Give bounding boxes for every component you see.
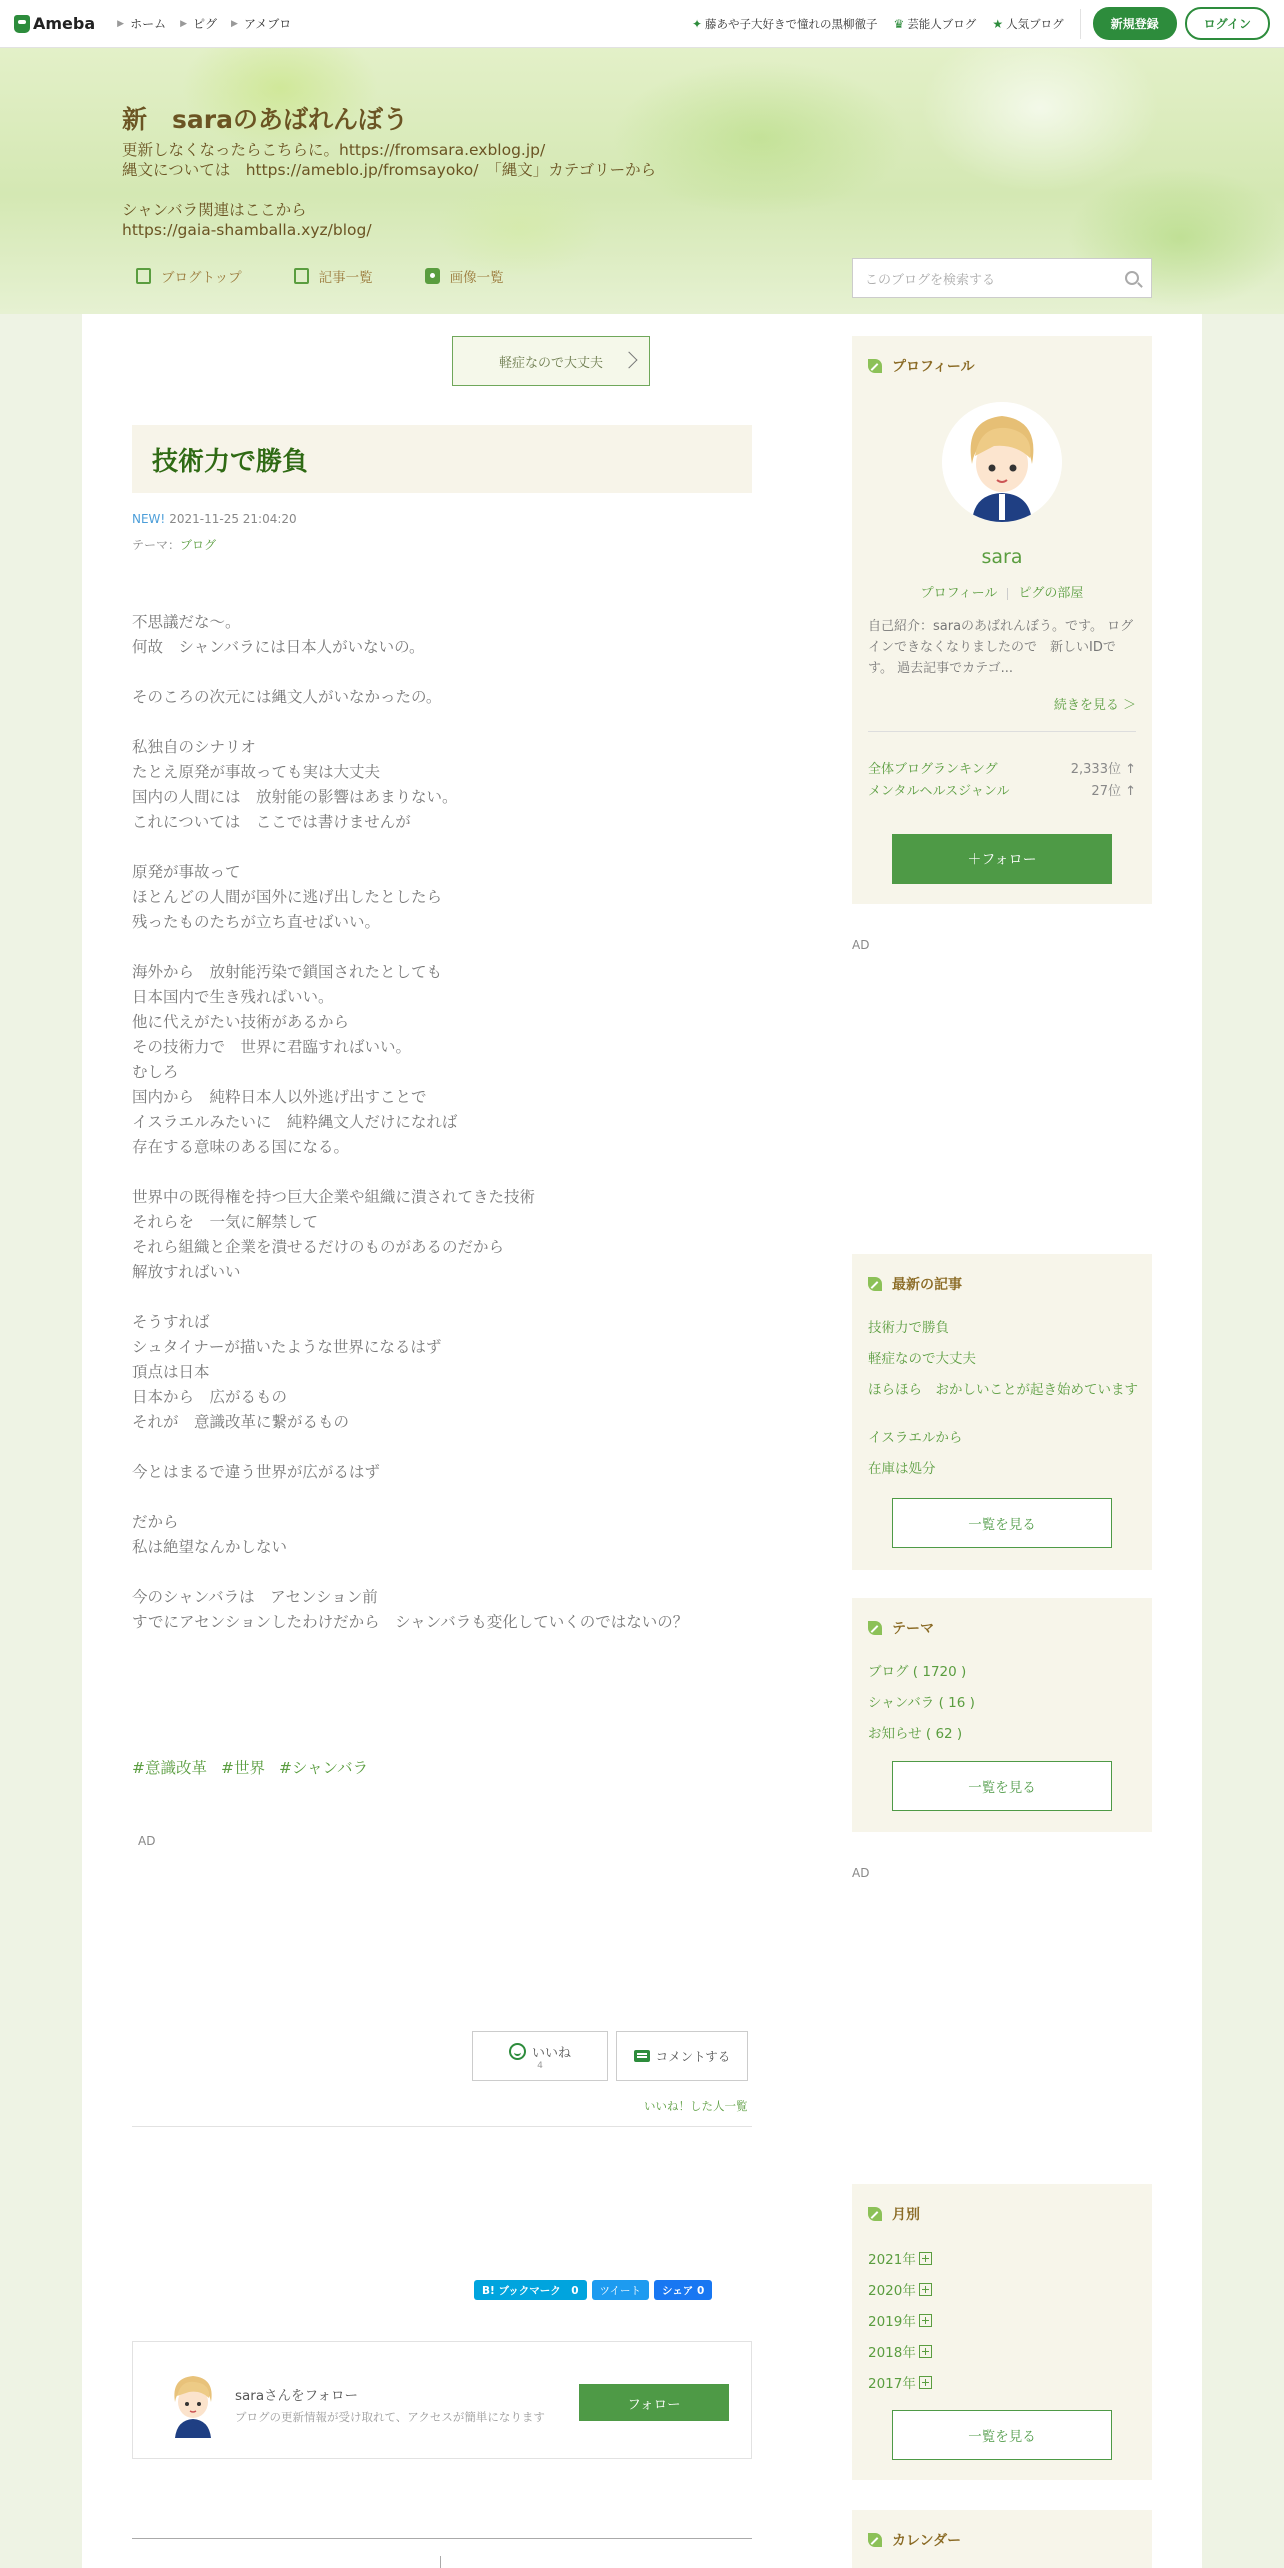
profile-link[interactable]: プロフィール xyxy=(920,586,998,601)
expand-icon[interactable] xyxy=(919,2252,932,2265)
popular-blog-link[interactable]: ★ 人気ブログ xyxy=(992,16,1064,31)
ranking-row[interactable]: 全体ブログランキング 2,333位 ↑ xyxy=(868,762,1136,777)
pigg-room-link[interactable]: ピグの部屋 xyxy=(1018,586,1084,601)
article-title[interactable]: 技術力で勝負 xyxy=(152,446,309,477)
tweet-button[interactable]: ツイート xyxy=(592,2280,649,2300)
header-divider xyxy=(1080,9,1081,39)
follow-card xyxy=(132,2341,752,2459)
profile-intro: 自己紹介：saraのあばれんぼう。です。 ログインできなくなりましたので 新しいIDです。 過去記事でカテゴ... xyxy=(868,619,1134,676)
monthly-archive-widget xyxy=(852,2184,1152,2480)
follow-card-title: saraさんをフォロー xyxy=(235,2388,358,2404)
star-icon: ★ xyxy=(992,16,1004,31)
search-icon[interactable] xyxy=(1125,271,1139,285)
signup-button[interactable]: 新規登録 xyxy=(1093,7,1177,40)
monthly-archive-title: 月別 xyxy=(868,2204,920,2224)
comment-icon xyxy=(634,2050,650,2062)
list-item[interactable]: ブログ ( 1720 ) xyxy=(868,1664,967,1680)
blog-header xyxy=(0,48,1284,314)
hashtag-link[interactable]: #シャンバラ xyxy=(279,1759,369,1777)
calendar-widget xyxy=(852,2510,1152,2568)
sparkle-icon: ✦ xyxy=(691,16,703,31)
view-all-entries-button[interactable]: 一覧を見る xyxy=(892,1498,1112,1548)
expand-icon[interactable] xyxy=(919,2314,932,2327)
list-item[interactable]: 2021年 xyxy=(868,2250,1138,2270)
copy-icon xyxy=(294,268,309,284)
list-item[interactable]: 在庫は処分 xyxy=(868,1461,936,1477)
profile-widget xyxy=(852,336,1152,904)
global-nav-ameblo[interactable]: ▶ アメブロ xyxy=(231,17,292,31)
profile-widget-title: プロフィール xyxy=(868,356,975,376)
article-body: 不思議だな～。 何故 シャンバラには日本人がいないの。 そのころの次元には縄文人がいなかったの。 私独自のシナリオ たとえ原発が事故っても実は大丈夫 国内の人間には 放射能の影響はあまりない。 これについては ここでは書けませんが 原発が事故って ほとんどの人間が国外に逃げ出したとしたら 残ったものたちが立ち直せばいい。 海外から 放射能汚染で鎖国されたとしても 日本国内で生き残ればいい。 他に代えがたい技術があるから その技術力で 世界に君臨すればいい。 むしろ 国内から 純粋日本人以外逃げ出すことで イスラエルみたいに 純粋縄文人だけになれば 存在する意味のある国になる。 世界中の既得権を持つ巨大企業や組織に潰されてきた技術 それらを 一気に解禁して それら組織と企業を潰せるだけのものがあるのだから 解放すればいい そうすれば シュタイナーが描いたような世界になるはず 頂点は日本 日本から 広がるもの それが 意識改革に繋がるもの 今とはまるで違う世界が広がるはず だから 私は絶望なんかしない 今のシャンバラは アセンション前 すでにアセンションしたわけだから シャンバラも変化していくのではないの？ xyxy=(132,613,689,1631)
blog-description: 更新しなくなったらこちらに。https://fromsara.exblog.jp/ 縄文については https://ameblo.jp/fromsayoko/ 「縄文」カテゴリーから シャンバラ関連はここから https://gaia-shamballa.xyz/blog/ xyxy=(122,141,657,239)
ranking-row[interactable]: メンタルヘルスジャンル 27位 ↑ xyxy=(868,784,1136,799)
login-button[interactable]: ログイン xyxy=(1185,7,1270,40)
article-title-box xyxy=(132,425,752,493)
ad-label: AD xyxy=(852,938,870,952)
hashtag-link[interactable]: #世界 xyxy=(221,1759,265,1777)
list-item[interactable]: イスラエルから xyxy=(868,1430,963,1446)
camera-icon xyxy=(425,268,440,284)
blog-search-input[interactable]: このブログを検索する xyxy=(852,258,1152,298)
blog-nav-entries[interactable]: 記事一覧 xyxy=(294,266,373,286)
recent-entries-widget xyxy=(852,1254,1152,1570)
profile-name[interactable]: sara xyxy=(981,546,1023,568)
view-all-months-button[interactable]: 一覧を見る xyxy=(892,2410,1112,2460)
read-more-link[interactable]: 続きを見る ＞ xyxy=(1053,698,1136,713)
facebook-share-button[interactable]: シェア 0 xyxy=(654,2280,712,2300)
hashtag-list xyxy=(132,1756,382,1778)
follow-card-description: ブログの更新情報が受け取れて、アクセスが簡単になります xyxy=(235,2410,545,2424)
chevron-right-icon: ▶ xyxy=(117,18,125,29)
hashtag-link[interactable]: #意識改革 xyxy=(132,1759,207,1777)
list-item[interactable]: 技術力で勝負 xyxy=(868,1320,949,1336)
likers-list-link[interactable]: いいね！した人一覧 xyxy=(644,2099,748,2113)
divider xyxy=(440,2556,441,2568)
leaf-icon xyxy=(868,359,882,373)
divider xyxy=(132,2538,752,2539)
recent-entries-title: 最新の記事 xyxy=(868,1274,962,1294)
chevron-right-icon xyxy=(621,352,638,369)
article-theme: テーマ：ブログ xyxy=(132,538,217,552)
themes-title: テーマ xyxy=(868,1618,934,1638)
list-item[interactable]: ほらほら おかしいことが起き始めています xyxy=(868,1382,1138,1398)
view-all-themes-button[interactable]: 一覧を見る xyxy=(892,1761,1112,1811)
list-item[interactable]: 2017年 xyxy=(868,2374,1138,2394)
article-meta xyxy=(132,512,297,526)
celebrity-blog-link[interactable]: ♛ 芸能人ブログ xyxy=(893,16,977,31)
global-nav-home[interactable]: ▶ ホーム xyxy=(117,17,167,31)
themes-list xyxy=(868,1598,1138,1758)
expand-icon[interactable] xyxy=(919,2345,932,2358)
like-count: 4 xyxy=(537,2060,543,2071)
crown-icon: ♛ xyxy=(893,16,905,31)
share-buttons xyxy=(474,2280,712,2300)
hatena-bookmark-button[interactable]: B! ブックマーク 0 xyxy=(474,2280,587,2300)
leaf-icon xyxy=(868,2533,882,2547)
like-button[interactable]: いいね 4 xyxy=(472,2031,608,2081)
list-item[interactable]: 2020年 xyxy=(868,2281,1138,2301)
ad-label: AD xyxy=(852,1866,870,1880)
article-datetime: 2021-11-25 21:04:20 xyxy=(169,512,297,526)
divider xyxy=(132,2126,752,2127)
blog-nav-images[interactable]: 画像一覧 xyxy=(425,266,504,286)
list-item[interactable]: お知らせ ( 62 ) xyxy=(868,1726,963,1742)
profile-avatar[interactable] xyxy=(942,402,1062,522)
follow-button[interactable]: フォロー xyxy=(579,2384,729,2421)
list-item[interactable]: 2018年 xyxy=(868,2343,1138,2363)
themes-widget xyxy=(852,1598,1152,1832)
expand-icon[interactable] xyxy=(919,2376,932,2389)
document-icon xyxy=(136,268,151,284)
list-item[interactable]: 2019年 xyxy=(868,2312,1138,2332)
chevron-right-icon: ▶ xyxy=(231,18,238,29)
avatar xyxy=(161,2368,225,2438)
trending-link[interactable]: ✦ 藤あや子大好きで憧れの黒柳徹子 xyxy=(691,16,878,31)
sidebar-follow-button[interactable]: ＋フォロー xyxy=(892,834,1112,884)
ad-label: AD xyxy=(138,1834,156,1848)
blog-nav xyxy=(136,266,556,286)
comment-button[interactable]: コメントする xyxy=(616,2031,748,2081)
ameba-logo[interactable]: Ameba xyxy=(14,14,95,33)
expand-icon[interactable] xyxy=(919,2283,932,2296)
list-item[interactable]: シャンバラ ( 16 ) xyxy=(868,1695,975,1711)
ameba-logo-icon xyxy=(14,15,30,33)
blog-nav-top[interactable]: ブログトップ xyxy=(136,266,242,286)
theme-link[interactable]: ブログ xyxy=(180,538,217,552)
new-badge: NEW! xyxy=(132,512,166,526)
main-content xyxy=(82,314,1202,2568)
monthly-list xyxy=(868,2184,1138,2404)
profile-links xyxy=(852,582,1152,601)
prev-article-button[interactable]: 軽症なので大丈夫 xyxy=(452,336,650,386)
chevron-right-icon: ▶ xyxy=(180,18,188,29)
divider xyxy=(1007,588,1008,600)
divider xyxy=(868,731,1136,732)
global-header xyxy=(0,0,1284,48)
list-item[interactable]: 軽症なので大丈夫 xyxy=(868,1351,976,1367)
global-nav-pigg[interactable]: ▶ ピグ xyxy=(180,17,218,31)
blog-title[interactable]: 新 saraのあばれんぼう xyxy=(122,105,408,134)
smile-icon xyxy=(509,2043,526,2060)
calendar-title: カレンダー xyxy=(868,2530,961,2550)
